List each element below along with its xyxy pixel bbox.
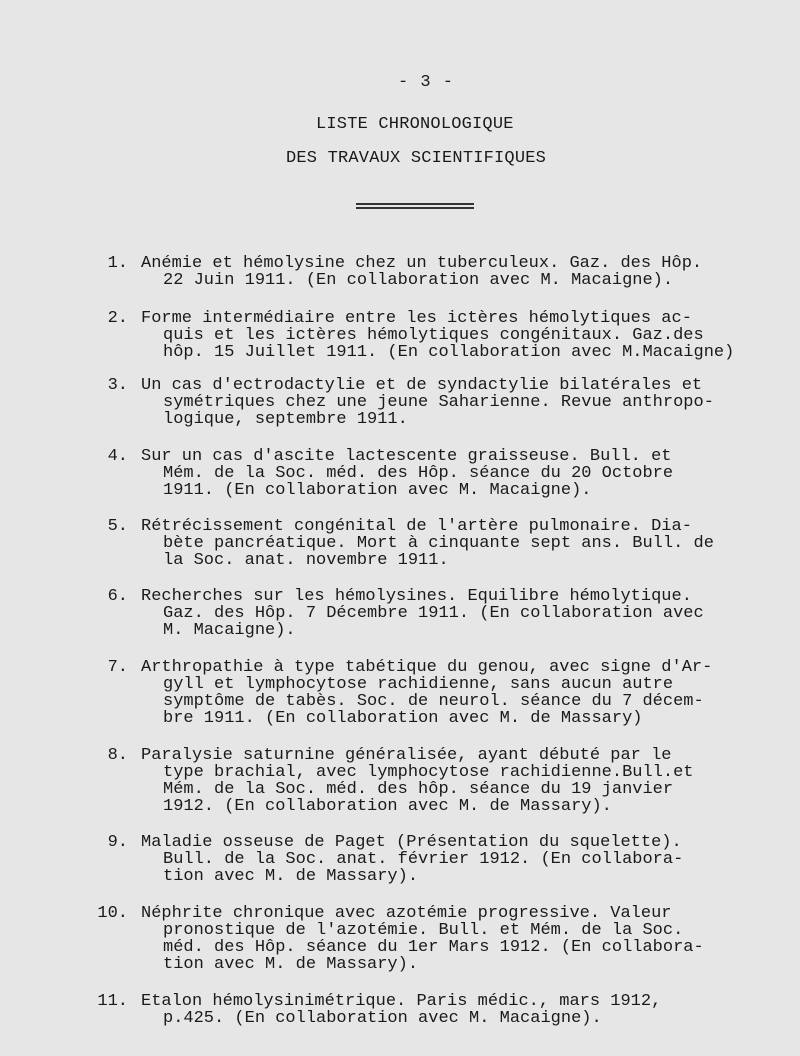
entry-line: 22 Juin 1911. (En collaboration avec M. Macaigne). [163, 271, 674, 290]
entry-number: 6. [107, 587, 128, 606]
entry-line: Sur un cas d'ascite lactescente graisseuse. Bull. et [141, 447, 672, 466]
entry-number: 4. [107, 447, 128, 466]
entry-line: bète pancréatique. Mort à cinquante sept ans. Bull. de [163, 534, 714, 553]
entry-line: p.425. (En collaboration avec M. Macaigne). [163, 1009, 602, 1028]
entry-number: 3. [107, 376, 128, 395]
page-number: - 3 - [398, 73, 455, 92]
entry-line: Recherches sur les hémolysines. Equilibre hémolytique. [141, 587, 692, 606]
entry-line: 1912. (En collaboration avec M. de Massary). [163, 797, 612, 816]
entry-line: Etalon hémolysinimétrique. Paris médic., mars 1912, [141, 992, 662, 1011]
entry-line: méd. des Hôp. séance du 1er Mars 1912. (En collabora- [163, 938, 704, 957]
title-line-2: DES TRAVAUX SCIENTIFIQUES [286, 149, 547, 168]
entry-line: Forme intermédiaire entre les ictères hémolytiques ac- [141, 309, 692, 328]
entry-line: Gaz. des Hôp. 7 Décembre 1911. (En collaboration avec [163, 604, 704, 623]
entry-line: tion avec M. de Massary). [163, 867, 419, 886]
entry-line: 1911. (En collaboration avec M. Macaigne). [163, 481, 592, 500]
entry-line: tion avec M. de Massary). [163, 955, 419, 974]
entry-line: Mém. de la Soc. méd. des hôp. séance du 19 janvier [163, 780, 674, 799]
entry-line: Maladie osseuse de Paget (Présentation du squelette). [141, 833, 682, 852]
entry-line: logique, septembre 1911. [163, 410, 408, 429]
entry-line: pronostique de l'azotémie. Bull. et Mém. de la Soc. [163, 921, 684, 940]
entry-number: 2. [107, 309, 128, 328]
entry-line: Bull. de la Soc. anat. février 1912. (En collabora- [163, 850, 684, 869]
entry-number: 10. [97, 904, 128, 923]
entry-number: 8. [107, 746, 128, 765]
entry-line: Arthropathie à type tabétique du genou, avec signe d'Ar- [141, 658, 713, 677]
entry-line: M. Macaigne). [163, 621, 296, 640]
entry-line: Rétrécissement congénital de l'artère pulmonaire. Dia- [141, 517, 692, 536]
entry-number: 9. [107, 833, 128, 852]
entry-line: gyll et lymphocytose rachidienne, sans aucun autre [163, 675, 674, 694]
entry-line: Néphrite chronique avec azotémie progressive. Valeur [141, 904, 672, 923]
entry-number: 1. [107, 254, 128, 273]
entry-line: Paralysie saturnine généralisée, ayant débuté par le [141, 746, 672, 765]
entry-line: la Soc. anat. novembre 1911. [163, 551, 449, 570]
entry-number: 7. [107, 658, 128, 677]
title-line-1: LISTE CHRONOLOGIQUE [316, 115, 514, 134]
entry-number: 5. [107, 517, 128, 536]
entry-line: type brachial, avec lymphocytose rachidienne.Bull.et [163, 763, 694, 782]
entry-line: hôp. 15 Juillet 1911. (En collaboration avec M.Macaigne) [163, 343, 735, 362]
entry-line: Mém. de la Soc. méd. des Hôp. séance du 20 Octobre [163, 464, 674, 483]
entry-line: quis et les ictères hémolytiques congénitaux. Gaz.des [163, 326, 704, 345]
title-divider [356, 203, 474, 209]
entry-line: Anémie et hémolysine chez un tuberculeux. Gaz. des Hôp. [141, 254, 703, 273]
entry-line: Un cas d'ectrodactylie et de syndactylie bilatérales et [141, 376, 703, 395]
entry-line: bre 1911. (En collaboration avec M. de Massary) [163, 709, 643, 728]
entry-number: 11. [97, 992, 128, 1011]
entry-line: symptôme de tabès. Soc. de neurol. séance du 7 décem- [163, 692, 704, 711]
entry-line: symétriques chez une jeune Saharienne. Revue anthropo- [163, 393, 714, 412]
